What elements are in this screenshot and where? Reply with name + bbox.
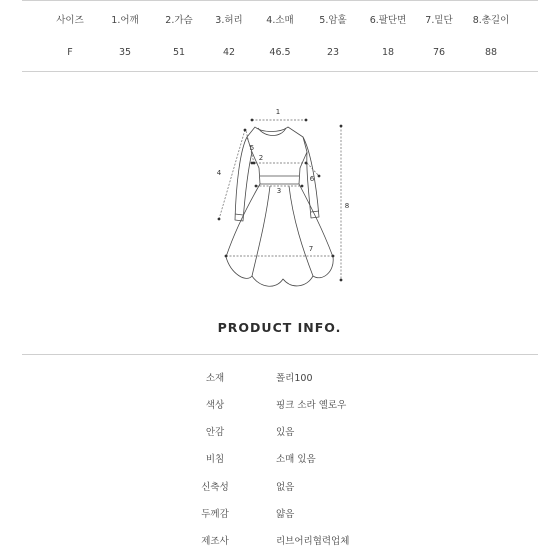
size-header-cell: 7.밑단: [425, 15, 453, 26]
size-header-cell: 1.어깨: [111, 15, 139, 26]
size-header-cell: 8.총길이: [472, 15, 510, 26]
info-label: 신축성: [201, 482, 229, 493]
diagram-label-3: 3: [276, 187, 282, 195]
diagram-label-7: 7: [308, 245, 314, 253]
size-table-value-row: [22, 43, 538, 63]
info-row: [0, 398, 559, 414]
diagram-label-6: 6: [309, 175, 315, 183]
info-label: 소재: [205, 373, 225, 384]
diagram-label-1: 1: [275, 108, 281, 116]
info-value: 소매 있음: [276, 454, 316, 465]
size-value-cell: 35: [118, 47, 132, 58]
info-row: [0, 534, 559, 550]
info-row: [0, 480, 559, 496]
size-header-cell: 2.가슴: [165, 15, 193, 26]
dress-outline: [226, 127, 333, 286]
info-row: [0, 452, 559, 468]
size-header-cell: 사이즈: [56, 15, 84, 26]
size-value-cell: 51: [172, 47, 186, 58]
size-table-header-row: [22, 11, 538, 31]
info-label: 제조사: [201, 536, 229, 547]
info-value: 폴리100: [276, 373, 313, 384]
size-table: [22, 0, 538, 72]
info-label: 두께감: [201, 509, 229, 520]
size-value-cell: 23: [326, 47, 340, 58]
info-value: 있음: [276, 427, 295, 438]
size-header-cell: 4.소매: [266, 15, 294, 26]
info-value: 리브어리협력업체: [276, 536, 350, 547]
diagram-label-5: 5: [249, 144, 255, 152]
dress-measurement-diagram: [210, 105, 360, 295]
info-value: 얇음: [276, 509, 295, 520]
measurement-endpoints: [218, 119, 343, 282]
size-header-cell: 6.팔단면: [369, 15, 407, 26]
size-value-cell: 76: [432, 47, 446, 58]
diagram-label-4: 4: [216, 169, 222, 177]
size-value-cell: 88: [484, 47, 498, 58]
measurement-lines: [216, 120, 341, 280]
info-row: [0, 425, 559, 441]
diagram-label-2: 2: [258, 154, 264, 162]
info-label: 비침: [205, 454, 225, 465]
info-label: 색상: [205, 400, 225, 411]
info-row: [0, 371, 559, 387]
product-info-title: PRODUCT INFO.: [217, 320, 342, 335]
size-header-cell: 5.암홀: [319, 15, 347, 26]
info-row: [0, 507, 559, 523]
diagram-label-8: 8: [344, 202, 350, 210]
size-value-cell: 46.5: [269, 47, 291, 58]
info-value: 핑크 소라 옐로우: [276, 400, 347, 411]
size-value-cell: F: [67, 47, 73, 58]
info-label: 안감: [205, 427, 225, 438]
size-value-cell: 42: [222, 47, 236, 58]
info-value: 없음: [276, 482, 295, 493]
section-divider: [22, 354, 538, 355]
size-value-cell: 18: [381, 47, 395, 58]
size-header-cell: 3.허리: [215, 15, 243, 26]
